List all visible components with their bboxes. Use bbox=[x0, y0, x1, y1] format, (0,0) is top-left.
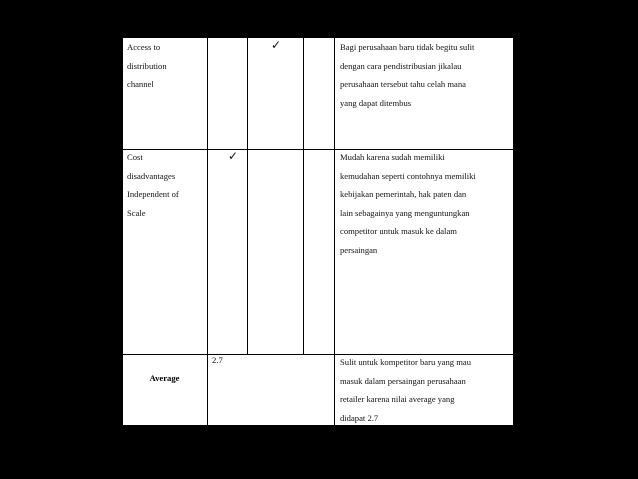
row-1-factor-label: Access to distribution channel bbox=[127, 42, 167, 90]
checkmark-icon: ✓ bbox=[228, 149, 239, 163]
row-1-explanation: Bagi perusahaan baru tidak begitu sulit dengan cara pendistribusian jikalau perusahaan tersebut tahu celah mana yang dapat ditembus bbox=[340, 42, 475, 108]
column-divider bbox=[334, 38, 335, 426]
checkmark-icon: ✓ bbox=[271, 38, 282, 52]
average-explanation: Sulit untuk kompetitor baru yang mau masuk dalam persaingan perusahaan retailer karena nilai average yang didapat 2.7 bbox=[340, 357, 472, 423]
row-2-explanation: Mudah karena sudah memiliki kemudahan seperti contohnya memiliki kebijakan pemerintah, hak paten dan lain sebagainya yang menguntungkan competitor untuk masuk ke dalam persaingan bbox=[340, 152, 476, 255]
column-divider bbox=[207, 38, 208, 426]
column-divider bbox=[247, 38, 248, 354]
average-value: 2.7 bbox=[212, 355, 223, 365]
column-divider bbox=[513, 38, 514, 426]
average-label: Average bbox=[149, 373, 180, 383]
column-divider bbox=[122, 38, 123, 426]
row-2-factor-label: Cost disadvantages Independent of Scale bbox=[127, 152, 179, 218]
column-divider bbox=[303, 38, 304, 354]
document-page bbox=[122, 38, 514, 426]
